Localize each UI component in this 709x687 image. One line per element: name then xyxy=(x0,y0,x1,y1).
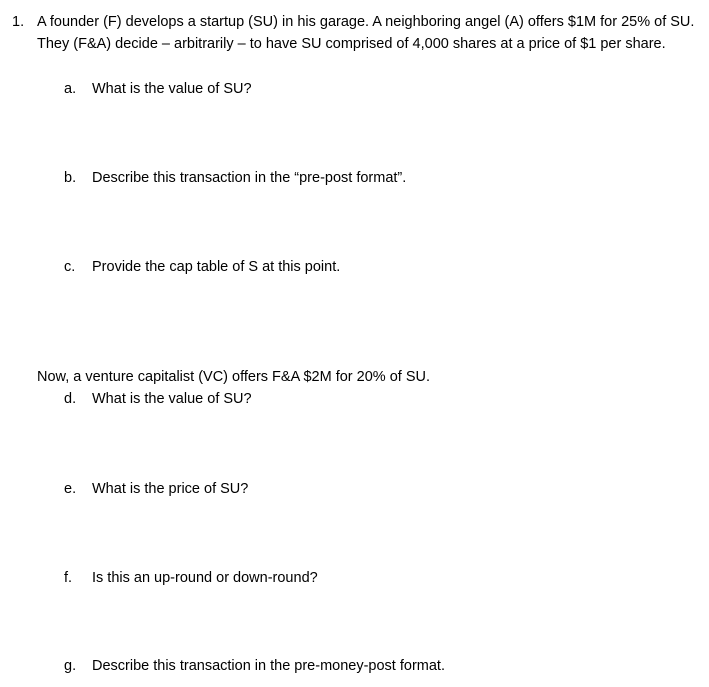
sub-question-letter: g. xyxy=(64,658,77,674)
question-text: A founder (F) develops a startup (SU) in his garage. A neighboring angel (A) offers $1M for 25% of SU. They (F&A) decide – arbitrarily – to have SU comprised of 4,000 shares at a price of $1 per share. xyxy=(37,14,695,52)
sub-question-text: Provide the cap table of S at this point. xyxy=(92,259,341,275)
sub-question-letter: f. xyxy=(64,570,73,586)
sub-question-text: Describe this transaction in the “pre-post format”. xyxy=(92,170,407,186)
sub-question-text: Describe this transaction in the pre-money-post format. xyxy=(92,658,445,674)
sub-question-text: What is the value of SU? xyxy=(92,391,252,407)
vc-offer-text: Now, a venture capitalist (VC) offers F&A $2M for 20% of SU. xyxy=(37,369,431,385)
sub-question-text: What is the value of SU? xyxy=(92,81,252,97)
sub-question-letter: e. xyxy=(64,481,77,497)
sub-question-text: Is this an up-round or down-round? xyxy=(92,570,318,586)
question-number: 1. xyxy=(12,14,25,30)
sub-question-letter: a. xyxy=(64,81,77,97)
sub-question-letter: d. xyxy=(64,391,77,407)
sub-question-letter: c. xyxy=(64,259,76,275)
sub-question-letter: b. xyxy=(64,170,77,186)
sub-question-text: What is the price of SU? xyxy=(92,481,249,497)
